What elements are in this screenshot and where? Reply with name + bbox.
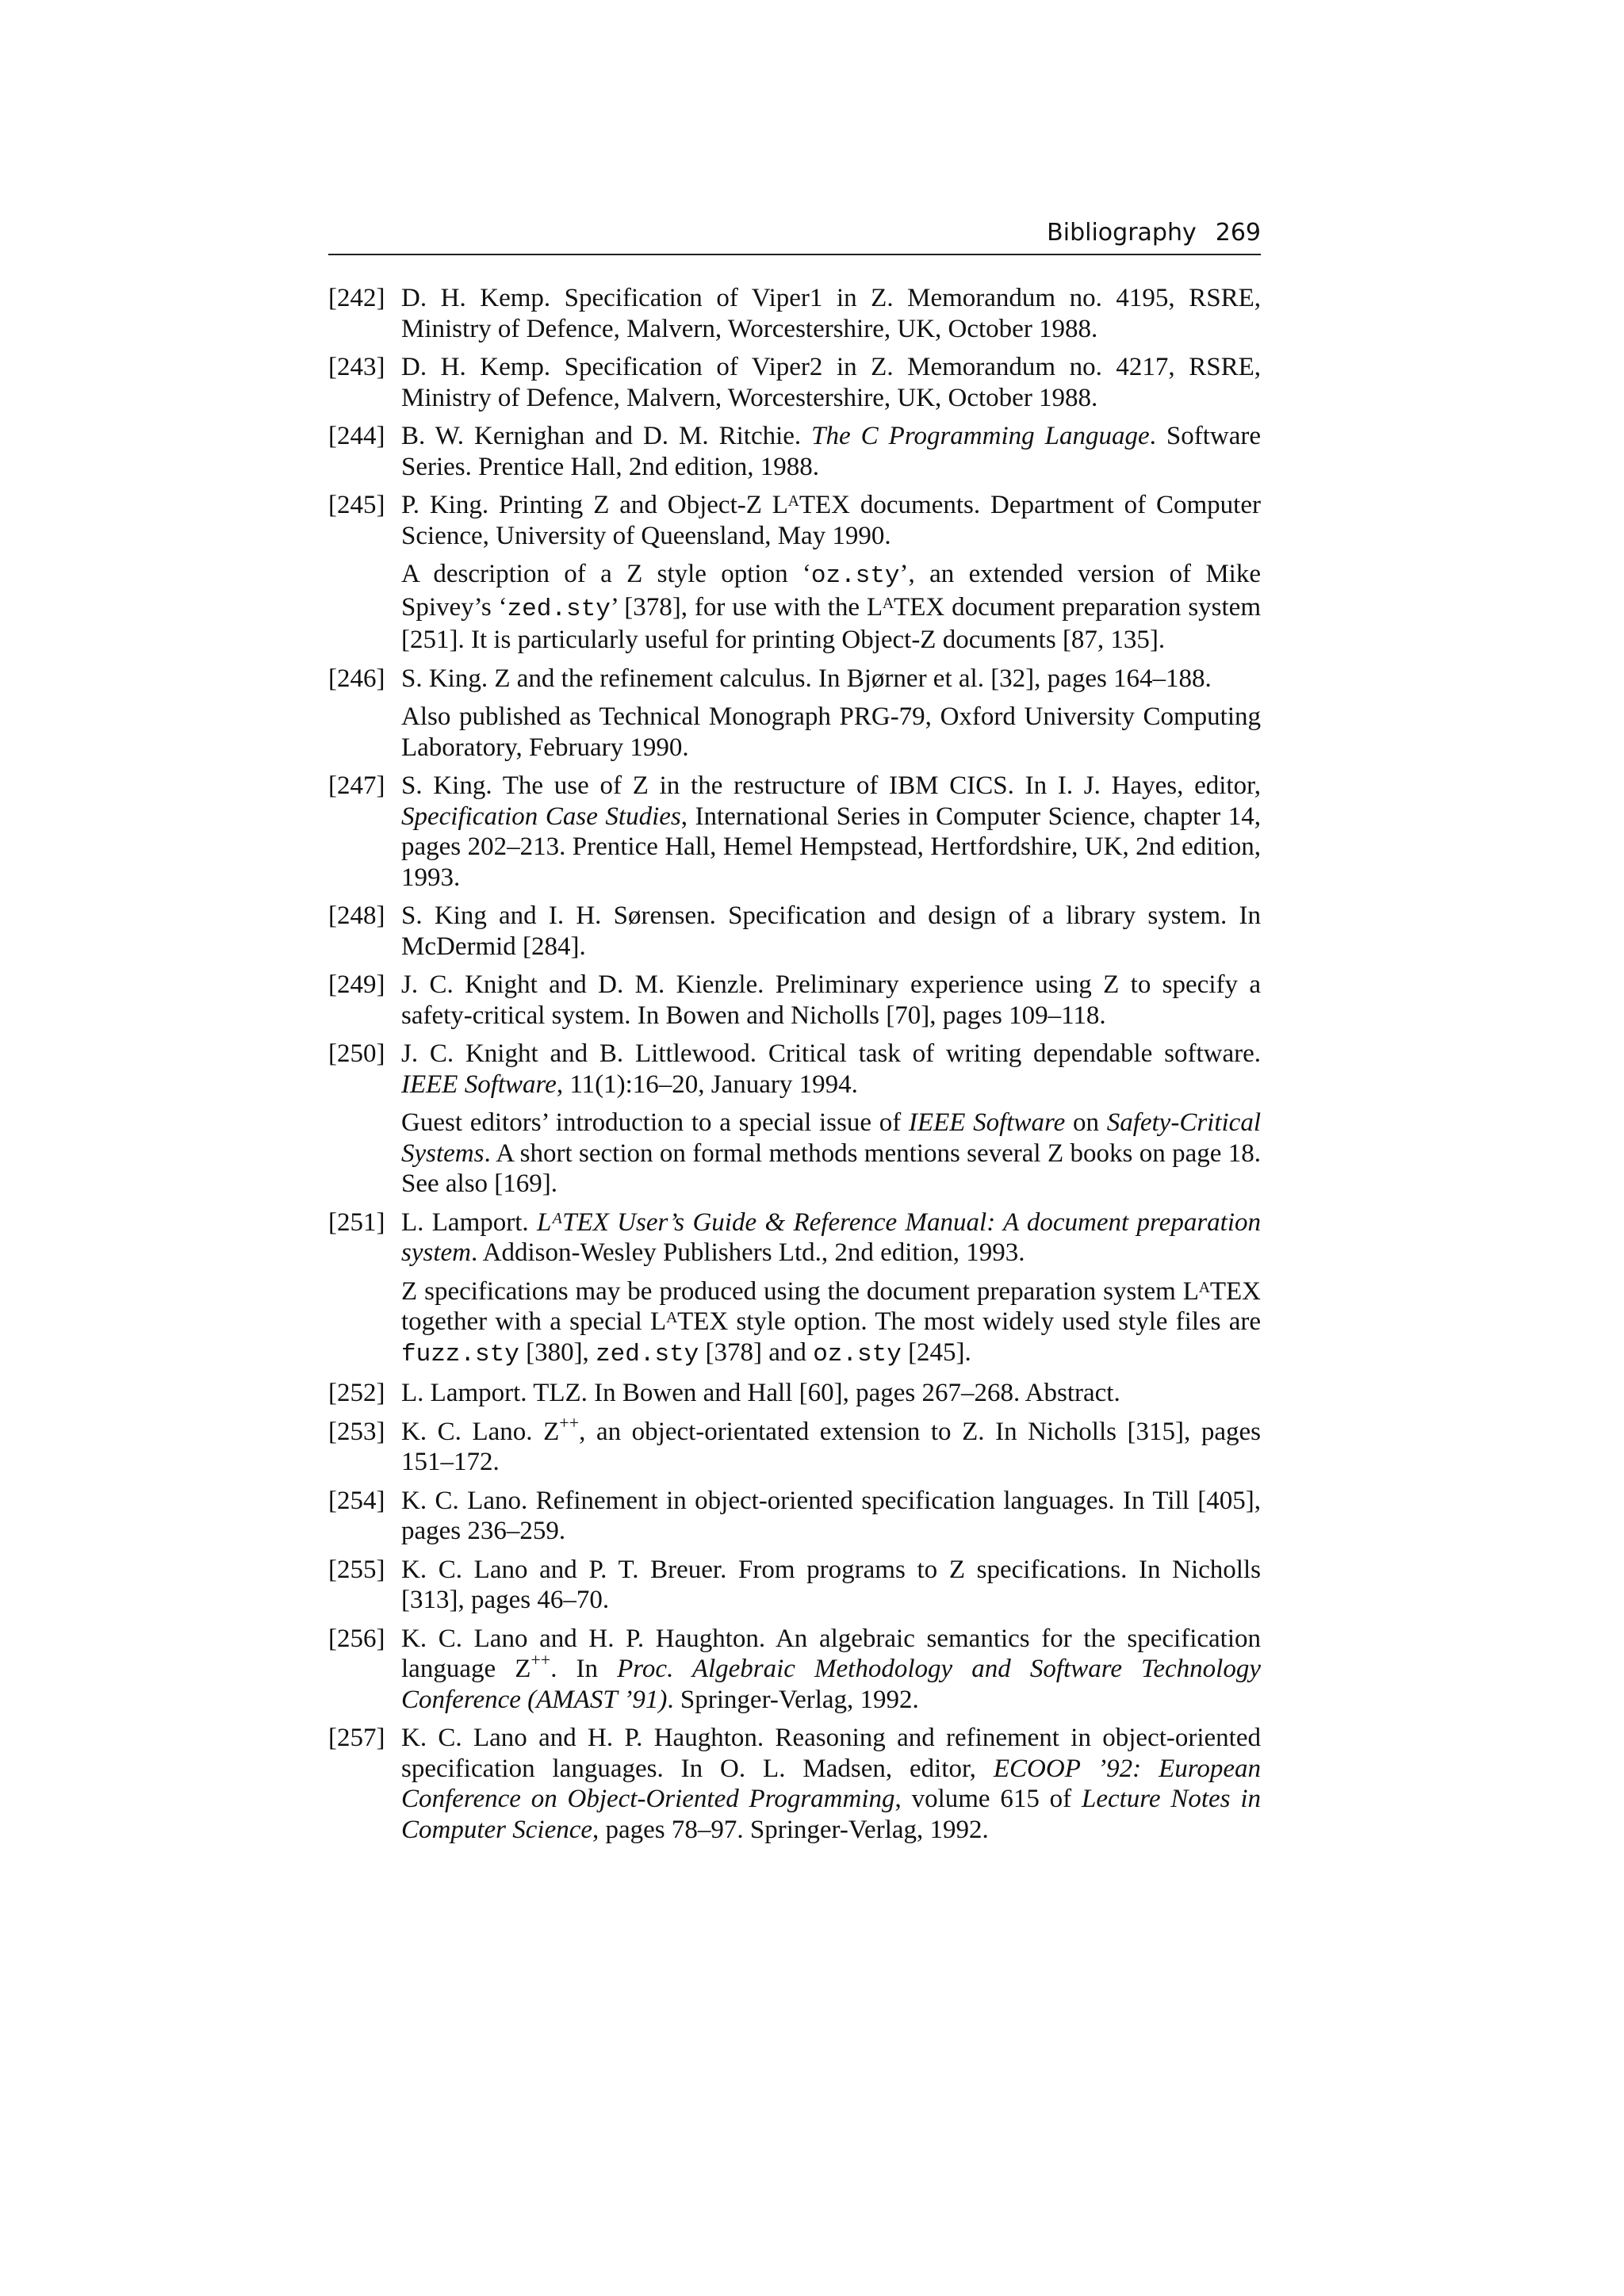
bibliography-entry bbox=[328, 1412, 1261, 1478]
text-run: J. C. Knight and B. Littlewood. Critical task of writing dependable software. bbox=[401, 1039, 1261, 1068]
bibliography-entry bbox=[328, 970, 1261, 1031]
superscript: ++ bbox=[559, 1412, 580, 1433]
bibliography-entry bbox=[328, 1555, 1261, 1616]
italic-title: Proc. Algebraic Methodology and Software Technology Conference (AMAST ’91) bbox=[401, 1655, 1261, 1714]
text-run: K. C. Lano and H. P. Haughton. Reasoning and refinement in object-oriented specification languages. In O. L. Madsen, editor, bbox=[401, 1724, 1261, 1783]
entry-number: [257] bbox=[328, 1724, 385, 1752]
citation-text bbox=[401, 901, 1261, 962]
bibliography-entry bbox=[328, 771, 1261, 893]
entry-number: [253] bbox=[328, 1417, 385, 1446]
text-run: , pages 78–97. Springer-Verlag, 1992. bbox=[592, 1815, 989, 1844]
entry-number: [247] bbox=[328, 771, 385, 800]
bibliography-entry bbox=[328, 664, 1261, 763]
italic-title: ECOOP ’92: European Conference on Object-Oriented Programming bbox=[401, 1754, 1261, 1813]
citation-text bbox=[401, 1207, 1261, 1269]
text-run: Z specifications may be produced using the document preparation system LᴬTEX together with a special LᴬTEX style option. The most widely used style files are bbox=[401, 1276, 1261, 1336]
superscript: ++ bbox=[530, 1650, 551, 1670]
bibliography-entry bbox=[328, 1378, 1261, 1409]
bibliography-entry bbox=[328, 1486, 1261, 1547]
entry-body bbox=[401, 901, 1261, 962]
italic-title: LᴬTEX User’s Guide & Reference Manual: A document preparation system bbox=[401, 1207, 1262, 1267]
annotation-text bbox=[401, 702, 1261, 763]
entry-body bbox=[401, 1412, 1261, 1478]
text-run: , volume 615 of bbox=[894, 1785, 1082, 1813]
entry-body bbox=[401, 1486, 1261, 1547]
entry-number: [256] bbox=[328, 1624, 385, 1653]
filename: fuzz.sty bbox=[401, 1340, 519, 1368]
text-run: L. Lamport. bbox=[401, 1207, 538, 1237]
citation-text bbox=[401, 1555, 1261, 1616]
entry-number: [242] bbox=[328, 284, 385, 312]
citation-text bbox=[401, 1378, 1261, 1409]
entry-body bbox=[401, 1555, 1261, 1616]
entry-body bbox=[401, 283, 1261, 344]
bibliography-entry bbox=[328, 283, 1261, 344]
filename: oz.sty bbox=[813, 1340, 902, 1368]
text-run: on bbox=[1065, 1108, 1107, 1137]
text-run: D. H. Kemp. Specification of Viper2 in Z. Memorandum no. 4217, RSRE, Ministry of Defence, Malvern, Worcestershire, UK, October 1988. bbox=[401, 353, 1261, 412]
text-run: S. King. Z and the refinement calculus. In Bjørner et al. [32], pages 164–188. bbox=[401, 664, 1212, 693]
bibliography-entry bbox=[328, 490, 1261, 656]
filename: zed.sty bbox=[596, 1340, 699, 1368]
text-run: Also published as Technical Monograph PRG-79, Oxford University Computing Laboratory, February 1990. bbox=[401, 702, 1261, 762]
citation-text bbox=[401, 1486, 1261, 1547]
italic-title: Specification Case Studies bbox=[401, 802, 681, 831]
italic-title: The C Programming Language bbox=[811, 422, 1150, 450]
text-run: Guest editors’ introduction to a special issue of bbox=[401, 1108, 909, 1137]
italic-title: Safety-Critical Systems bbox=[401, 1108, 1261, 1168]
italic-title: Lecture Notes in Computer Science bbox=[401, 1785, 1261, 1844]
text-run: . A short section on formal methods mentions several Z books on page 18. See also [169]. bbox=[401, 1138, 1261, 1198]
annotation-text bbox=[401, 1108, 1261, 1200]
citation-text bbox=[401, 970, 1261, 1031]
entry-body bbox=[401, 490, 1261, 656]
text-run: A description of a Z style option ‘ bbox=[401, 560, 811, 588]
filename: oz.sty bbox=[810, 562, 900, 590]
entry-number: [250] bbox=[328, 1039, 385, 1068]
bibliography-entry bbox=[328, 352, 1261, 413]
text-run: , 11(1):16–20, January 1994. bbox=[556, 1070, 858, 1099]
citation-text bbox=[401, 283, 1261, 344]
text-run: K. C. Lano. Refinement in object-oriented specification languages. In Till [405], pages 236–259. bbox=[401, 1486, 1261, 1545]
entry-number: [252] bbox=[328, 1379, 385, 1407]
text-run: , International Series in Computer Science, chapter 14, pages 202–213. Prentice Hall, Hemel Hempstead, Hertfordshire, UK, 2nd edition, 1993. bbox=[401, 802, 1261, 892]
text-run: [378] and bbox=[699, 1337, 814, 1367]
citation-text bbox=[401, 1412, 1261, 1478]
entry-body bbox=[401, 1723, 1261, 1845]
text-run: D. H. Kemp. Specification of Viper1 in Z. Memorandum no. 4195, RSRE, Ministry of Defence, Malvern, Worcestershire, UK, October 1988. bbox=[401, 284, 1261, 343]
entry-number: [245] bbox=[328, 491, 385, 519]
citation-text bbox=[401, 352, 1261, 413]
page-number: 269 bbox=[1215, 219, 1261, 247]
text-run: S. King. The use of Z in the restructure of IBM CICS. In I. J. Hayes, editor, bbox=[401, 771, 1261, 800]
entry-body bbox=[401, 771, 1261, 893]
entry-body bbox=[401, 664, 1261, 763]
entry-number: [254] bbox=[328, 1486, 385, 1515]
entry-number: [251] bbox=[328, 1207, 385, 1237]
entry-number: [244] bbox=[328, 422, 385, 450]
text-run: K. C. Lano and P. T. Breuer. From programs to Z specifications. In Nicholls [313], pages 46–70. bbox=[401, 1555, 1261, 1614]
text-run: ’ [378], for use with the LᴬTEX document preparation system [251]. It is particularly useful for printing Object-Z documents [87, 135]. bbox=[401, 592, 1261, 654]
entry-body bbox=[401, 1207, 1261, 1371]
entry-body bbox=[401, 1378, 1261, 1409]
entry-number: [249] bbox=[328, 970, 385, 999]
citation-text bbox=[401, 490, 1261, 551]
bibliography-list bbox=[328, 283, 1261, 1853]
italic-title: IEEE Software bbox=[401, 1070, 557, 1099]
text-run: . In bbox=[550, 1655, 618, 1683]
text-run: [380], bbox=[519, 1337, 596, 1367]
text-run: . Springer-Verlag, 1992. bbox=[667, 1685, 919, 1714]
citation-text bbox=[401, 1624, 1261, 1716]
citation-text bbox=[401, 771, 1261, 893]
entry-body bbox=[401, 1624, 1261, 1716]
text-run: L. Lamport. TLZ. In Bowen and Hall [60], pages 267–268. Abstract. bbox=[401, 1379, 1120, 1407]
entry-body bbox=[401, 421, 1261, 482]
citation-text bbox=[401, 421, 1261, 482]
bibliography-entry bbox=[328, 1624, 1261, 1716]
entry-body bbox=[401, 352, 1261, 413]
annotation-text bbox=[401, 559, 1261, 656]
bibliography-entry bbox=[328, 421, 1261, 482]
text-run: B. W. Kernighan and D. M. Ritchie. bbox=[401, 422, 812, 450]
text-run: , an object-orientated extension to Z. In Nicholls [315], pages 151–172. bbox=[401, 1417, 1261, 1476]
text-run: ’, an extended version of Mike Spivey’s ‘ bbox=[401, 560, 1261, 622]
citation-text bbox=[401, 664, 1261, 695]
text-run: . Software Series. Prentice Hall, 2nd edition, 1988. bbox=[401, 422, 1261, 481]
bibliography-entry bbox=[328, 1039, 1261, 1200]
entry-body bbox=[401, 1039, 1261, 1200]
entry-number: [248] bbox=[328, 901, 385, 930]
bibliography-entry bbox=[328, 1207, 1261, 1371]
entry-body bbox=[401, 970, 1261, 1031]
text-run: J. C. Knight and D. M. Kienzle. Preliminary experience using Z to specify a safety-critical system. In Bowen and Nicholls [70], pages 109–118. bbox=[401, 970, 1261, 1030]
bibliography-entry bbox=[328, 901, 1261, 962]
text-run: K. C. Lano and H. P. Haughton. An algebraic semantics for the specification language Z bbox=[401, 1624, 1261, 1683]
citation-text bbox=[401, 1039, 1261, 1100]
text-run: K. C. Lano. Z bbox=[401, 1417, 560, 1446]
text-run: [245]. bbox=[901, 1337, 971, 1367]
running-head bbox=[328, 212, 1261, 255]
entry-number: [255] bbox=[328, 1555, 385, 1584]
filename: zed.sty bbox=[507, 595, 611, 623]
section-title: Bibliography bbox=[1047, 219, 1197, 247]
entry-number: [246] bbox=[328, 664, 385, 693]
bibliography-entry bbox=[328, 1723, 1261, 1845]
annotation-text bbox=[401, 1276, 1261, 1371]
citation-text bbox=[401, 1723, 1261, 1845]
entry-number: [243] bbox=[328, 353, 385, 381]
text-run: S. King and I. H. Sørensen. Specification and design of a library system. In McDermid [284]. bbox=[401, 901, 1261, 961]
text-run: . Addison-Wesley Publishers Ltd., 2nd edition, 1993. bbox=[470, 1238, 1025, 1267]
text-run: P. King. Printing Z and Object-Z LᴬTEX documents. Department of Computer Science, University of Queensland, May 1990. bbox=[401, 491, 1261, 550]
italic-title: IEEE Software bbox=[908, 1108, 1066, 1137]
